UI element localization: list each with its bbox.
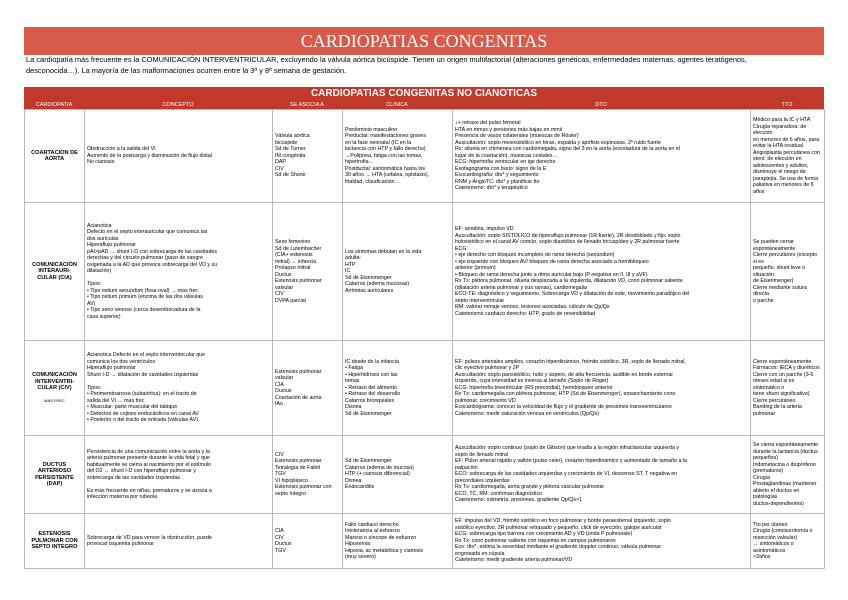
- cell-tto: [751, 341, 825, 436]
- cell-line: Médico para la IC y HTA: [753, 117, 811, 123]
- cell-line: → sintomáticos o asintomáticos: [753, 541, 794, 554]
- cell-line: CIV: [275, 165, 284, 172]
- cell-line: Se cierra espontáneamente: [753, 442, 819, 448]
- cell-line: Fallo cardiaco derecho: [345, 521, 399, 528]
- cell-line: • Defectos de cojines endocárdicos en canal AV: [87, 410, 199, 417]
- cell-clinica: [343, 514, 453, 569]
- cell-line: HTA en mmss y presiones más bajas en mmii: [455, 126, 563, 133]
- section-title: CARDIOPATIAS CONGENITAS NO CIANOTICAS: [24, 87, 824, 101]
- cell-note: MAS FREC: [44, 397, 65, 403]
- cell-line: (prematuros): [753, 468, 784, 474]
- cell-line: COARTACION DE: [31, 149, 78, 156]
- cell-line: Postductal: asintomática hasta los: [345, 165, 426, 172]
- cell-line: Rx Tx: cardiomegalia con plétora pulmonar, HTP (Sd de Eisenmenger), ensanchamiento cono: [455, 391, 676, 398]
- cell-dto: [453, 514, 751, 569]
- page-title: CARDIOPATIAS CONGENITAS: [24, 27, 824, 55]
- cell-line: • Tipo seno venoso (cerca desembocadura de la: [87, 307, 201, 314]
- cell-line: Indometacina o ibuprofeno: [753, 461, 816, 468]
- cell-line: pequeños): [753, 455, 779, 461]
- cell-asocia: [273, 341, 343, 436]
- cell-line: AV): [87, 300, 96, 307]
- cell-dto: [453, 110, 751, 203]
- cell-line: Esofagograma con bario: signo de la E: [455, 165, 547, 172]
- cell-line: arteria pulmonar presente durante la vida fetal y que: [87, 455, 210, 461]
- cell-line: Tipos:: [87, 281, 102, 288]
- cell-line: cava superior): [87, 313, 121, 320]
- cell-line: habitualmente se cierra al nacimiento por el estímulo: [87, 461, 211, 468]
- cell-line: mitral) → infancia: [275, 258, 317, 265]
- cell-line: Mareos o síncope de esfuerzo: [345, 534, 417, 541]
- col-header-cardiopatia: CARDIOPATIA: [35, 102, 73, 108]
- cell-line: Preductal: manifestaciones graves: [345, 133, 426, 140]
- cell-line: COMUNICACIÓN: [32, 261, 77, 268]
- cell-tto: [751, 203, 825, 341]
- table-row: [25, 203, 825, 341]
- table-row: [25, 436, 825, 514]
- cell-line: del O2 → shunt I-D con hiperaflujo pulmonar y: [87, 468, 196, 474]
- cell-dto: [453, 436, 751, 514]
- table-row: [25, 341, 825, 436]
- cell-line: Eco: dto*, estima la severidad mediante el gradiente doppler continuo, válvula pulmonar: [455, 544, 662, 551]
- cell-line: Auscultación: soplo continuo (soplo de Gibson) que irradia a la región infraclavicular izquierda y: [455, 445, 680, 452]
- cell-line: pulmonar, crecimiento VD: [455, 397, 516, 404]
- cell-line: Cateterismo: medir gradiente arteria pulmonar/VD: [455, 557, 573, 564]
- cell-line: EF: Pulso arterial rápido y saltón (pulso celer), corazón hiperdinámico y aumentado de tamaño a la: [455, 458, 688, 465]
- cell-line: comunica los dos ventrículos: [87, 358, 156, 365]
- cell-line: Auscultación: soplo mesosistólico en tórax, espalda y apófisis espinosas, 2º ruido fuerte: [455, 139, 661, 146]
- cell-line: paliativa en menores de 6 años: [753, 182, 814, 195]
- cell-line: Sd de Eisenmenger: [345, 274, 392, 281]
- cell-concepto: [85, 203, 273, 341]
- cell-line: pequeño, shunt leve o situación: [753, 265, 806, 278]
- cell-line: Ductus: [275, 271, 292, 278]
- cell-line: (muy severo): [345, 554, 376, 560]
- cell-line: IC: [345, 268, 351, 275]
- cell-line: Válvula aórtica: [275, 133, 310, 140]
- cell-line: ECG: hipertrofia biventricular (RS precordial), hemibloqueo anterior: [455, 384, 613, 391]
- cell-line: resección valvular): [753, 534, 798, 541]
- cell-line: • eje derecho con bloqueo incompleto de rama derecha (secundum): [455, 252, 615, 258]
- cell-line: Persistencia de una comunicación entre la aorta y la: [87, 448, 210, 455]
- cell-line: HTP: [345, 261, 356, 268]
- cell-line: holosistólico en el canal AV común, soplo diastólico de llenado tricuspídeo y 2R pulmonar fuerte: [455, 239, 680, 245]
- cell-line: IM congénita: [275, 152, 306, 159]
- cell-line: Catarros (edema de mucosa): [345, 464, 414, 471]
- cell-line: • Tipo ostium secundum (fosa oval) → mas frec: [87, 287, 199, 294]
- cell-line: >2años: [753, 554, 771, 560]
- cell-cardiopatia: [25, 341, 85, 436]
- cell-line: paraplejía. Se usa de forma: [753, 175, 819, 182]
- cell-line: Auscultación: soplo SISTOLICO de hiperaflujo pulmonar (1R fuerte), 2R desdoblado y fijo, soplo: [455, 232, 681, 239]
- cell-cardiopatia: [25, 203, 85, 341]
- cell-line: EF: pulsos arteriales amplios, corazón hiperdinámico, frémito sistólico, 3R, soplo de llenado mitral,: [455, 358, 686, 365]
- cell-line: Auscultación: soplo pansistólico, rudo y áspero, de alta frecuencia, audible en borde esternal: [455, 371, 673, 378]
- cell-line: Los síntomas debutan en la vida: [345, 248, 422, 255]
- cell-line: Cierre espontáneamente: [753, 358, 812, 365]
- cell-line: espontáneamente: [753, 245, 796, 252]
- cell-clinica: [343, 110, 453, 203]
- cell-line: Sd de Shone: [275, 172, 306, 179]
- cell-line: Cierre con un parche (3-6: [753, 371, 814, 378]
- cell-line: IC desde de la infancia: [345, 358, 399, 365]
- cell-line: CIA: [275, 381, 284, 388]
- cell-line: lactancia con HTP y fallo derecho): [345, 146, 426, 153]
- cell-line: Sd de Eisenmenger: [345, 458, 392, 465]
- cell-line: EF: anodina, impulso VD: [455, 226, 514, 232]
- cell-clinica: [343, 436, 453, 514]
- cell-line: Ecocardiograma: conocer la velocidad de flujo y el gradiente de presiones transventriculares: [455, 404, 672, 411]
- cell-line: Sd de Lutembacher: [275, 245, 322, 252]
- cell-line: Estenosis pulmonar: [275, 278, 322, 284]
- cell-line: Rx Tx: plétora pulmonar, silueta desplazada a la izquierda, dilatación VD, cono pulmonar saliente: [455, 278, 683, 284]
- cell-line: derechas y del circuito pulmonar (paso de sangre: [87, 255, 204, 262]
- cell-line: RM: valorar mmaje venoso, lesiones asociadas, cálculo de Qp/Qs: [455, 304, 610, 310]
- cell-line: Aumento de la postcarga y disminución de flujo distal: [87, 152, 212, 159]
- cell-line: palpación: [455, 464, 478, 471]
- col-header-asocia: SE ASOCIA A: [290, 102, 324, 108]
- cell-line: Acianotica: [87, 222, 112, 229]
- cell-line: Arritmias auriculares: [345, 287, 394, 294]
- cell-line: disminuye el riesgo de: [753, 169, 806, 175]
- cell-line: TGV: [275, 471, 286, 478]
- cell-line: Rx Tx: cardiomegalia, aorta grande y plétora vascular pulmonar: [455, 484, 605, 491]
- cell-line: ECO-TE: diagnóstico y seguimiento. Sobrecarga VD y dilatación de este, movimiento paradójico del: [455, 291, 690, 297]
- cell-line: dilatación): [87, 268, 112, 275]
- cell-line: ESTENOSIS: [38, 531, 71, 538]
- cell-asocia: [273, 436, 343, 514]
- cell-line: DVPA parcial: [275, 297, 306, 304]
- cell-line: →Polipnea, fatiga con las tomas,: [345, 152, 423, 159]
- cardiopathy-table: [24, 109, 825, 569]
- cell-line: • Retraso del desarrollo: [345, 391, 401, 398]
- cell-line: Shunt I-D → dilatación de cavidades izquierdas: [87, 371, 199, 378]
- cell-asocia: [273, 203, 343, 341]
- cell-line: TGV: [275, 547, 286, 554]
- cell-line: • Perimembranosa (subaórtica): en el tracto de: [87, 391, 197, 398]
- cell-line: INTERAURI-: [38, 268, 71, 275]
- cell-line: CIV: [275, 291, 284, 297]
- cell-line: Obstrucción a la salida del VI: [87, 146, 156, 153]
- cell-line: bicúspide: [275, 139, 298, 146]
- cell-dto: [453, 203, 751, 341]
- cell-line: Sd de Eisenmenger: [345, 410, 392, 417]
- cell-line: COMUNICACIÓN: [32, 372, 77, 378]
- cell-line: soplo de llenado mitral: [455, 451, 508, 458]
- cell-line: Cierre mediante sutura directa: [753, 284, 807, 297]
- cell-line: ECG: sobrecarga tipo barrera con crecimiento AD y VD (onda P pulmonale): [455, 531, 633, 538]
- cell-line: de Eisenmenger): [753, 278, 794, 284]
- cell-line: Catarros (edema mucosas): [345, 281, 410, 288]
- cell-line: • Tipo ostium primum (encima de las dos válvulas: [87, 294, 204, 301]
- cell-line: CULAR (CIV): [37, 385, 72, 391]
- cell-line: • Fatiga: [345, 365, 364, 372]
- cell-line: Cierre percutáneo (excepto si es: [753, 252, 818, 265]
- cell-line: frialdad, claudicación…: [345, 178, 400, 185]
- cell-line: Prostaglandinas (mantener: [753, 481, 817, 487]
- cell-concepto: [85, 436, 273, 514]
- cell-line: septo interventricular: [455, 297, 505, 304]
- cell-line: Hipoxemia: [345, 541, 371, 547]
- cell-line: Hiperaflujo pulmonar: [87, 365, 136, 372]
- cell-line: valvular: [275, 375, 294, 381]
- cell-line: ARTERIOSO: [37, 468, 72, 474]
- cell-clinica: [343, 341, 453, 436]
- table-row: [25, 110, 825, 203]
- intro-line: La cardiopatía más frecuente es la COMUNICACIÓN INTERVENTRICULAR, excluyendo la válvula aórtica bicúspide. Tienen un origen multifactorial (alteraciones genéticas, enfermedades maternas, agentes teratógenos,: [26, 55, 747, 64]
- cell-line: Sd de Turner: [275, 146, 306, 153]
- intro-line: desconocida…). La mayoría de las malformaciones ocurren entre la 3ª y 8ª semana de gestación.: [26, 65, 347, 75]
- table-row: [25, 514, 825, 569]
- cell-line: EF: impulso del VD, frémito sistólico en foco pulmonar y borde paraesternal izquierdo, soplo: [455, 518, 671, 525]
- cell-line: VI hipoplásico: [275, 477, 308, 484]
- cell-line: ECO: sobrecarga de las cavidades izquierdas y crecimiento de VI, descenso ST, T negativa en: [455, 471, 678, 478]
- cell-line: precordiales izquierdas: [455, 477, 510, 484]
- cell-line: (CIA+ estenosis: [275, 252, 313, 258]
- cell-asocia: [273, 514, 343, 569]
- cell-line: Cateterismo: oximetría, presiones, gradiente Qp/Qs>1: [455, 497, 583, 504]
- cell-line: tomas: [345, 378, 360, 385]
- cell-line: Fármacos: IECA y diuréticos: [753, 365, 820, 372]
- cell-line: Cierre percutáneo: [753, 397, 796, 404]
- cell-line: • Posterior o del tracto de entrada (válvulas AV): [87, 417, 198, 424]
- cell-concepto: [85, 341, 273, 436]
- cell-line: Estenosis pulmonar con: [275, 484, 332, 491]
- cell-line: ECG:: [455, 245, 468, 252]
- intro-text: [26, 55, 826, 76]
- cell-line: Banding de la arteria pulmonar: [753, 404, 802, 417]
- cell-line: Cateterismo cardiaco derecho: HTP, grado de reversibilidad: [455, 310, 596, 317]
- cell-line: Cirugía: [753, 474, 771, 481]
- cell-line: ductus-dependientes): [753, 500, 804, 507]
- cell-line: Hiperaflujo pulmonar: [87, 242, 136, 249]
- col-header-tto: TTO: [781, 102, 793, 108]
- cell-line: Ecocardiografía: dto* y seguimiento: [455, 172, 539, 179]
- cell-line: (dilatación arteria pulmonar y sus ramas), cardiomegalia: [455, 284, 587, 291]
- cell-line: Angioplastia percutánea con: [753, 149, 820, 156]
- cell-line: ↓+ retraso del pulso femoral: [455, 120, 521, 127]
- cell-line: oxigenada a la AD que provoca sobrecarga del VD y su: [87, 261, 218, 268]
- cell-line: Estenosis pulmonar: [275, 458, 322, 465]
- cell-line: Cirugía (comisurotomía o: [753, 528, 813, 534]
- cell-line: en la fase neonatal (IC en la: [345, 139, 412, 146]
- cell-cardiopatia: [25, 110, 85, 203]
- cell-tto: [751, 436, 825, 514]
- cell-cardiopatia: [25, 514, 85, 569]
- cell-line: PULMONAR CON: [31, 537, 78, 544]
- cell-line: lugar de la coartación), muescas costales…: [455, 152, 558, 159]
- cell-line: 30 años → HTA (cefalea, epistaxis),: [345, 172, 430, 179]
- cell-line: HTP (+ cianosis diferencial): [345, 471, 410, 478]
- cell-line: sistólico eyectivo, 2R pulmonar retrasado y pequeño, click de eyección, galope auricular: [455, 524, 662, 531]
- cell-line: • Retraso del alimento: [345, 384, 397, 391]
- cell-line: • Bloqueo de rama derecha junto a ritmo auricular bajo (P negativa en II, III y aVF): [455, 271, 648, 278]
- cell-line: abierto el ductus en patologías: [753, 487, 800, 500]
- cell-line: • Muscular: parte muscular del tabique: [87, 404, 178, 411]
- cell-line: o parche: [753, 297, 774, 304]
- cell-line: IAo: [275, 401, 283, 407]
- cell-line: dos aurículas: [87, 235, 119, 242]
- cell-line: (DAP): [46, 481, 63, 487]
- cell-line: evitar la HTA residual: [753, 143, 803, 149]
- col-header-clinica: CLINICA: [386, 102, 408, 108]
- cell-line: durante la lactancia (ductus: [753, 448, 818, 455]
- cell-cardiopatia: [25, 436, 85, 514]
- cell-line: CIA: [275, 528, 284, 534]
- cell-line: SEPTO INTEGRO: [31, 544, 78, 551]
- cell-line: Ductus: [275, 541, 292, 547]
- cell-line: valvular: [275, 284, 294, 291]
- cell-line: AORTA: [44, 156, 65, 162]
- cell-line: Endocarditis: [345, 484, 375, 491]
- cell-line: CIV: [275, 451, 284, 458]
- cell-line: Rx: silueta en chimenea con cardiomegalia, signo del 3 en la aorta (escotadura de la aorta en el: [455, 146, 680, 153]
- cell-line: ECO, TC, RM: confirman diagnóstico: [455, 490, 543, 497]
- cell-line: Hipoxia, ac metabólica y cianosis: [345, 547, 424, 554]
- cell-line: tiene shunt significativo): [753, 391, 810, 398]
- cell-tto: [751, 514, 825, 569]
- column-header-row: [24, 101, 824, 109]
- cell-concepto: [85, 110, 273, 203]
- cell-line: salida del VI → mas frec: [87, 397, 145, 404]
- cell-line: Catarros bronquiales: [345, 397, 395, 404]
- cell-line: Predominio masculino: [345, 126, 398, 133]
- cell-line: Disnea: [345, 477, 362, 484]
- cell-line: septo íntegro: [275, 490, 306, 497]
- cell-line: en menores de 6 años, para: [753, 136, 820, 143]
- cell-tto: [751, 110, 825, 203]
- cell-line: Cirugía reparadora: de elección: [753, 123, 807, 136]
- cell-line: ECG: hipertrofia ventricular en ige derecho: [455, 159, 556, 166]
- cell-line: DAP: [275, 159, 286, 166]
- cell-line: Se pueden cerrar: [753, 239, 794, 245]
- cell-line: • eje izquierdo con bloqueo AV/ bloqueo de rama derecha asociado a hemibloqueo: [455, 258, 649, 265]
- cell-dto: [453, 341, 751, 436]
- cell-line: izquierdo, cuya intensidad es inversa al tamaño (Soplo de Roger): [455, 378, 609, 385]
- cell-line: Tipos:: [87, 384, 102, 391]
- cell-line: CULAR (CIA): [37, 274, 72, 281]
- cell-line: engrosada en cúpula: [455, 550, 505, 557]
- col-header-concepto: CONCEPTO: [162, 102, 194, 108]
- cell-line: hipertrofia…: [345, 159, 374, 166]
- cell-line: Prolapso mitral: [275, 265, 311, 271]
- cell-concepto: [85, 514, 273, 569]
- cell-line: Disnea: [345, 404, 362, 411]
- cell-line: CIV: [275, 534, 284, 541]
- cell-line: Rx Tx: cono pulmonar saliente con isquemia en campos pulmonares: [455, 537, 616, 544]
- cell-line: Intolerancia al esfuerzo: [345, 528, 400, 534]
- cell-line: adulta:: [345, 255, 361, 262]
- cell-line: clic eyectivo pulmonar y 2P: [455, 365, 520, 372]
- cell-line: meses edad si es sintomático o: [753, 378, 795, 391]
- cell-line: Ductus: [275, 388, 292, 394]
- cell-line: Sexo femenino: [275, 239, 311, 245]
- cell-line: Presencia de vasos colaterales (muescas de Rösler): [455, 133, 579, 140]
- cell-line: Coartación de aorta: [275, 394, 322, 401]
- cell-line: DUCTUS: [42, 461, 67, 468]
- cell-line: infección materna por rubeola: [87, 494, 158, 500]
- cell-line: INTERVENTRI-: [34, 378, 75, 385]
- cell-line: • Hiperhidrosis con las: [345, 371, 398, 378]
- cell-line: Tetralogía de Fallot: [275, 464, 321, 471]
- cell-line: Sobrecarga de VD para vencer la obstrucción, puede: [87, 534, 212, 541]
- cell-line: pAI>pAD → shunt I-D con sobrecarga de las cavidades: [87, 248, 217, 255]
- cell-line: PERSISTENTE: [35, 474, 74, 481]
- col-header-dto: DTO: [595, 102, 607, 108]
- cell-line: No cianosis: [87, 159, 115, 166]
- cell-line: Defecto en el septo interauricular que comunica las: [87, 229, 208, 236]
- cell-line: Es más frecuente en niñas, prematuros y se asocia a: [87, 487, 212, 494]
- cell-line: adolescentes y adultos,: [753, 162, 809, 169]
- cell-line: Cateterismo: dto* y terapéutico: [455, 185, 528, 192]
- cell-line: stent: de elección en: [753, 156, 802, 162]
- cell-line: provocar isquemia pulmonar: [87, 541, 154, 547]
- cell-line: Acianotica Defecto en el septo interventricular que: [87, 352, 206, 359]
- cell-line: Tto per útaneo: [753, 521, 788, 528]
- cell-line: Estenosis pulmonar: [275, 368, 322, 375]
- cell-line: Cateterismo: medir saturación venosa en ventrículos (Qp/Qs): [455, 410, 599, 417]
- cell-clinica: [343, 203, 453, 341]
- cell-asocia: [273, 110, 343, 203]
- cell-line: anterior (primum): [455, 265, 496, 271]
- cell-line: sobrecarga de las cavidades izquierdas: [87, 474, 181, 481]
- cell-line: RNM y AngioTC: dto* y planificar tto: [455, 178, 540, 185]
